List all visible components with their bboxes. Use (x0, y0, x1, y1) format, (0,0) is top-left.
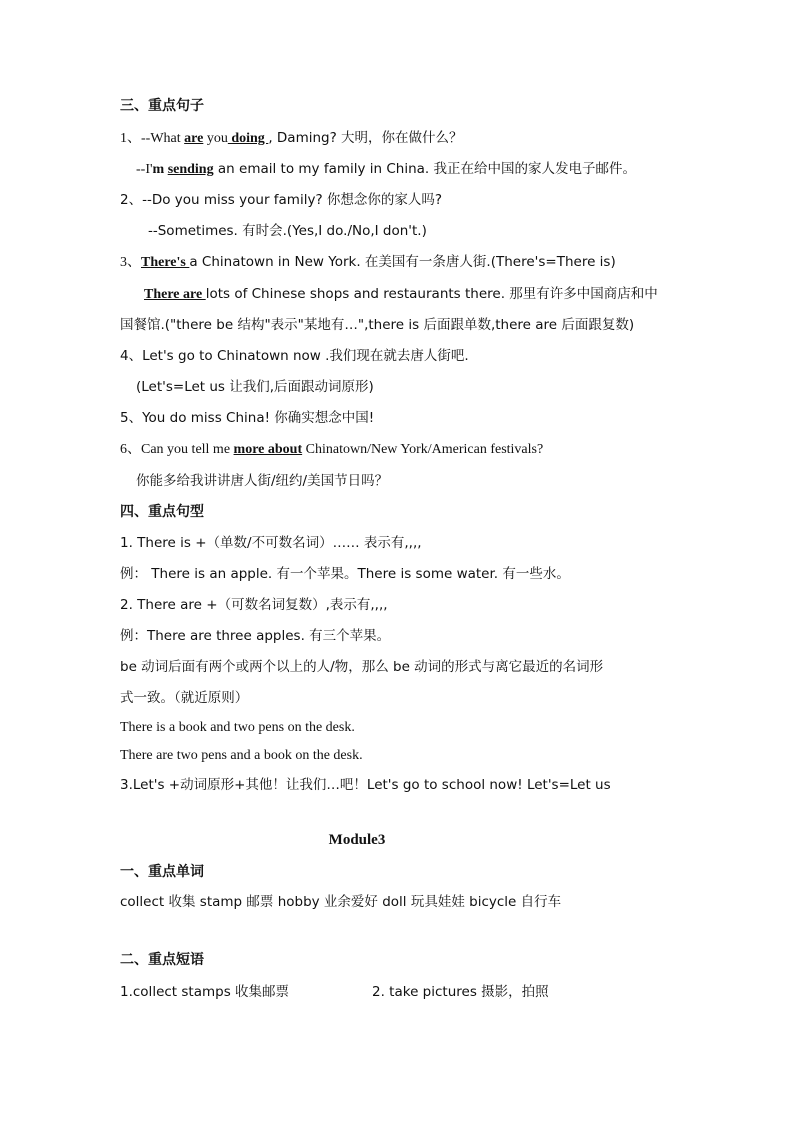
pattern-1: 1. There is +（单数/不可数名词）…… 表示有,,,, (120, 535, 422, 551)
sentence-3-num: 3、 (120, 255, 141, 270)
pattern-example-b: There are two pens and a book on the desk. (120, 748, 363, 763)
pattern-2-example: 例：There are three apples. 有三个苹果。 (120, 628, 391, 644)
sentence-1-rest: , Daming? 大明，你在做什么？ (268, 130, 463, 146)
reply-lead: --I' (136, 162, 153, 177)
sentence-3-rest: a Chinatown in New York. 在美国有一条唐人街.(There's=There is) (189, 254, 616, 270)
section-heading-key-patterns: 四、重点句型 (120, 504, 204, 520)
sentence-1-you: you (203, 131, 228, 146)
section-heading-key-phrases: 二、重点短语 (120, 952, 204, 968)
sentence-6-more-about: more about (233, 442, 303, 457)
pattern-example-a: There is a book and two pens on the desk. (120, 720, 355, 735)
sentence-1-start: 1、--What (120, 131, 185, 146)
sentence-5: 5、You do miss China! 你确实想念中国! (120, 410, 375, 426)
pattern-rule-line-1: be 动词后面有两个或两个以上的人/物，那么 be 动词的形式与离它最近的名词形 (120, 659, 604, 675)
sentence-6-rest: Chinatown/New York/American festivals? (302, 442, 544, 457)
pattern-1-example: 例： There is an apple. 有一个苹果。There is some water. 有一些水。 (120, 566, 570, 582)
pattern-2: 2. There are +（可数名词复数）,表示有,,,, (120, 597, 388, 613)
sentence-3 (120, 252, 616, 273)
sentence-4-note: (Let's=Let us 让我们,后面跟动词原形) (136, 379, 374, 395)
sentence-3-note: 国餐馆.("there be 结构"表示"某地有…",there is 后面跟单数,there are 后面跟复数) (120, 317, 635, 333)
sentence-6-translation: 你能多给我讲讲唐人街/纽约/美国节日吗？ (136, 473, 389, 489)
key-words-line: collect 收集 stamp 邮票 hobby 业余爱好 doll 玩具娃娃 bicycle 自行车 (120, 894, 562, 910)
reply-m: m (152, 162, 165, 177)
reply-rest: an email to my family in China. 我正在给中国的家人发电子邮件。 (213, 161, 637, 177)
sentence-2: 2、--Do you miss your family? 你想念你的家人吗? (120, 192, 443, 208)
sentence-6 (120, 440, 543, 460)
sentence-3-there-are: There are (144, 287, 206, 302)
sentence-1-reply (136, 159, 636, 180)
section-heading-key-sentences: 三、重点句子 (120, 98, 204, 114)
sentence-3-second (144, 284, 658, 305)
sentence-4: 4、Let's go to Chinatown now .我们现在就去唐人街吧. (120, 348, 469, 364)
phrase-2: 2. take pictures 摄影，拍照 (372, 984, 549, 1000)
sentence-1 (120, 128, 463, 149)
sentence-1-are: are (184, 131, 204, 146)
sentence-6-lead: 6、Can you tell me (120, 442, 234, 457)
sentence-1-doing: doing (227, 131, 269, 146)
sentence-2-reply: --Sometimes. 有时会.(Yes,I do./No,I don't.) (148, 223, 427, 239)
sentence-3-theres: There's (141, 255, 190, 270)
pattern-3: 3.Let's +动词原形+其他！让我们…吧！Let's go to school now! Let's=Let us (120, 777, 611, 793)
sentence-3-second-rest: lots of Chinese shops and restaurants there. 那里有许多中国商店和中 (205, 286, 658, 302)
module-title: Module3 (328, 832, 386, 848)
pattern-rule-line-2: 式一致。（就近原则） (120, 690, 249, 706)
section-heading-key-words: 一、重点单词 (120, 864, 204, 880)
phrase-1: 1.collect stamps 收集邮票 (120, 984, 290, 1000)
reply-sending: sending (167, 162, 214, 177)
